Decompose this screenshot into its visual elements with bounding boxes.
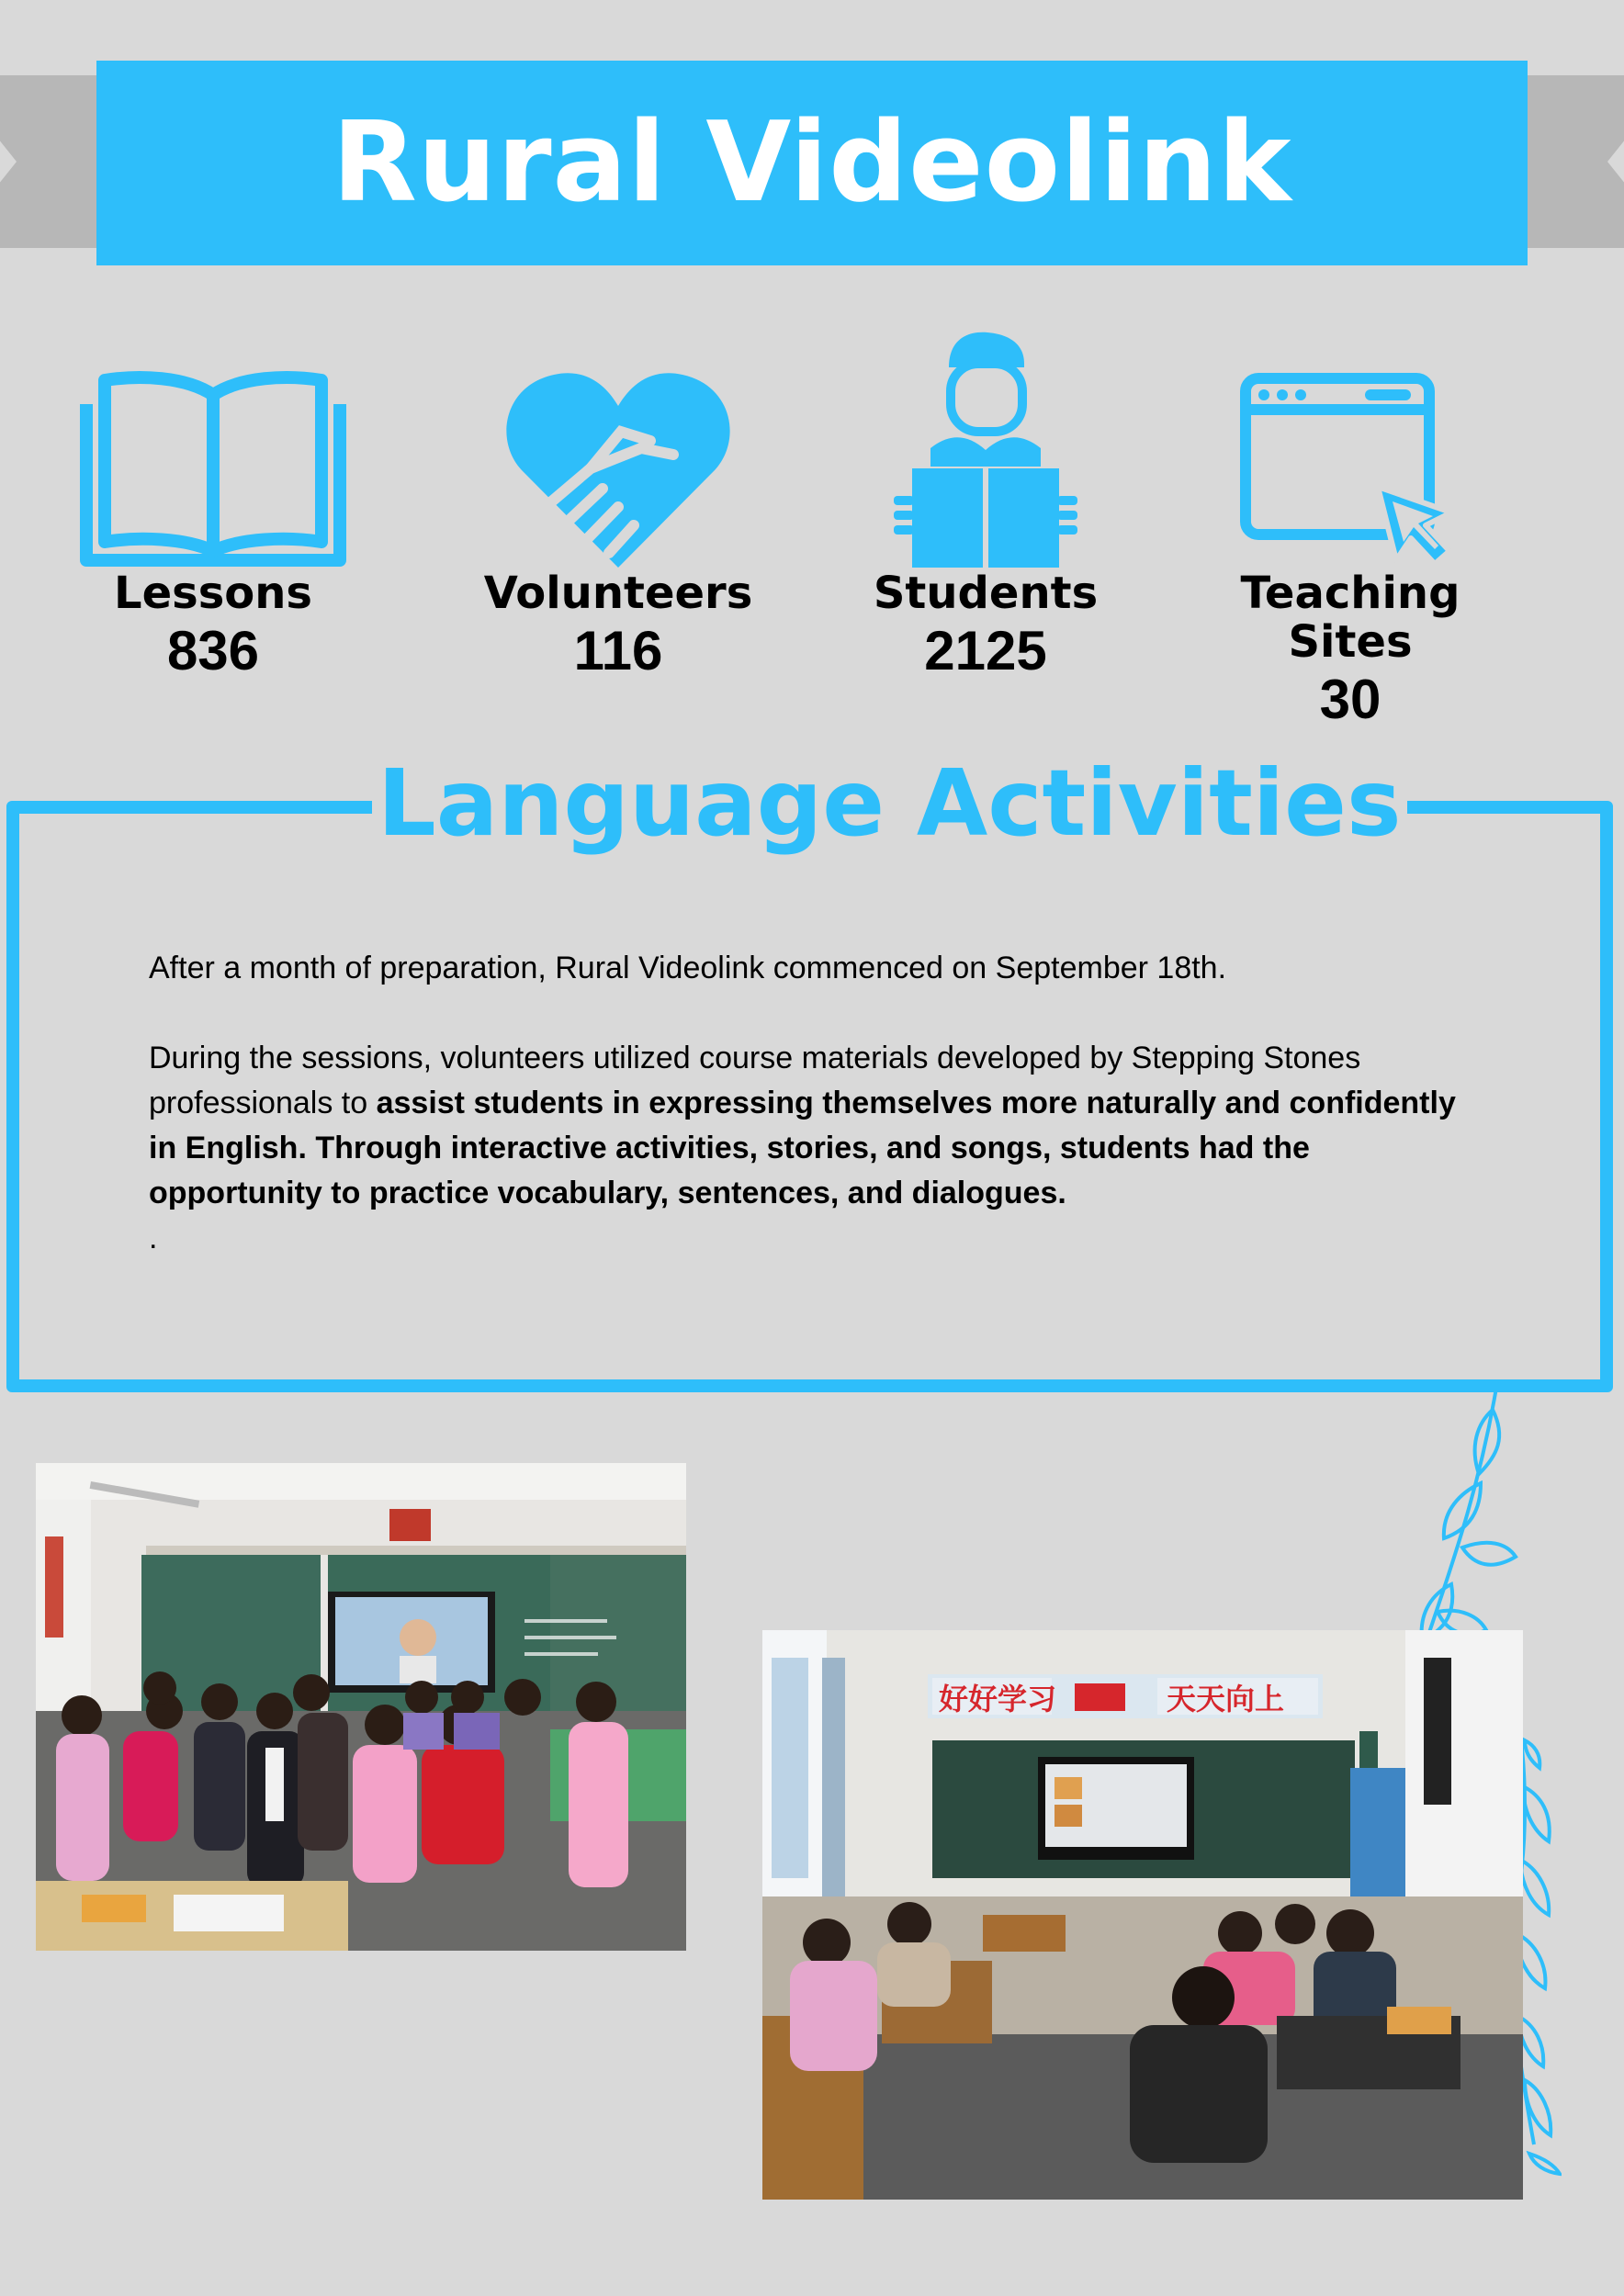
- stat-label: Teaching Sites: [1240, 568, 1460, 668]
- activities-text: [149, 946, 1490, 1261]
- stat-label: Lessons: [114, 568, 312, 619]
- stat-lessons: [39, 331, 388, 680]
- stat-value: 836: [166, 619, 260, 681]
- stat-students: [811, 331, 1160, 680]
- activities-trailing: .: [149, 1221, 158, 1255]
- browser-cursor-icon: [1231, 367, 1470, 569]
- stat-label: Volunteers: [483, 568, 753, 619]
- stat-teaching-sites: [1176, 331, 1525, 728]
- heart-handshake-icon: [503, 367, 733, 569]
- photo-class-group: [36, 1463, 686, 1951]
- stat-volunteers: [444, 331, 793, 680]
- activities-para-2-normal: During the sessions, volunteers utilized course materials developed by Stepping Stones professionals to: [149, 1041, 1361, 1120]
- activities-para-1: After a month of preparation, Rural Videolink commenced on September 18th.: [149, 951, 1227, 985]
- photo-classroom-video: [762, 1630, 1523, 2200]
- activities-para-2: [149, 1036, 1490, 1216]
- banner-right-text: 天天向上: [1167, 1682, 1285, 1716]
- stat-value: 116: [573, 619, 663, 681]
- title-banner: [96, 61, 1528, 265]
- stat-value: 2125: [924, 619, 1047, 681]
- activities-title: Language Activities: [372, 753, 1407, 854]
- activities-para-2-bold: assist students in expressing themselves more naturally and confidently in English. Through interactive activities, stories, and songs, students had the opportunity to practice vocabulary, sentences, and dialogues.: [149, 1086, 1456, 1210]
- banner-left-text: 好好学习: [939, 1682, 1057, 1716]
- stat-value: 30: [1319, 668, 1382, 730]
- open-book-icon: [75, 367, 351, 569]
- stat-label: Students: [873, 568, 1099, 619]
- student-reading-icon: [894, 331, 1077, 569]
- page-title: Rural Videolink: [332, 98, 1292, 227]
